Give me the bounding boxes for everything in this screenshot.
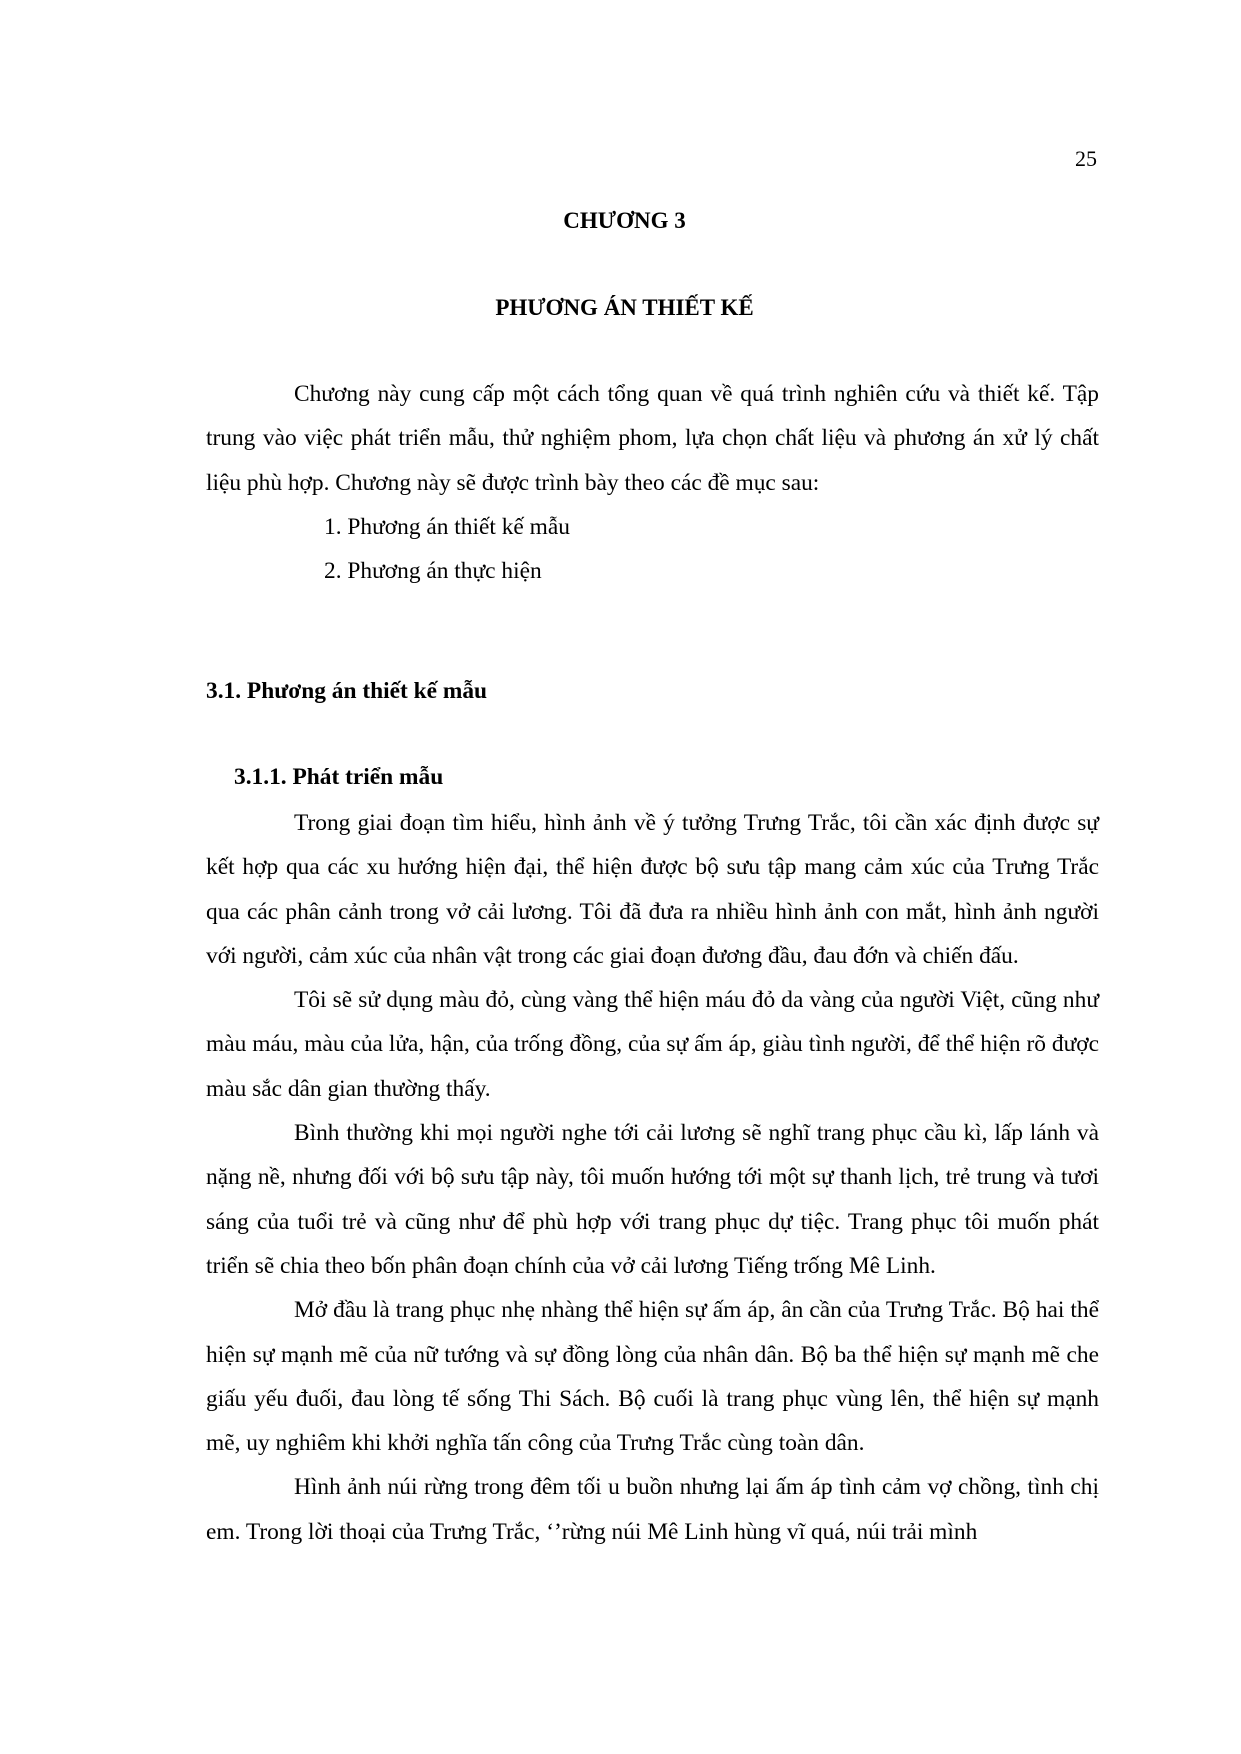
intro-block	[206, 372, 1099, 505]
list-item: 2. Phương án thực hiện	[324, 558, 542, 585]
body-paragraph: Bình thường khi mọi người nghe tới cải lương sẽ nghĩ trang phục cầu kì, lấp lánh và nặng nề, nhưng đối với bộ sưu tập này, tôi muốn hướng tới một sự thanh lịch, trẻ trung và tươi sáng của tuổi trẻ và cũng như để phù hợp với trang phục dự tiệc. Trang phục tôi muốn phát triển sẽ chia theo bốn phân đoạn chính của vở cải lương Tiếng trống Mê Linh.	[206, 1120, 1099, 1279]
section-body	[206, 801, 1099, 1554]
body-paragraph: Tôi sẽ sử dụng màu đỏ, cùng vàng thể hiện máu đỏ da vàng của người Việt, cũng như màu máu, màu của lửa, hận, của trống đồng, của sự ấm áp, giàu tình người, để thể hiện rõ được màu sắc dân gian thường thấy.	[206, 987, 1099, 1102]
list-item: 1. Phương án thiết kế mẫu	[324, 514, 570, 540]
page-number: 25	[1075, 146, 1097, 171]
subsection-heading: 3.1.1. Phát triển mẫu	[234, 764, 444, 790]
chapter-outline-list	[324, 505, 570, 594]
chapter-number: CHƯƠNG 3	[563, 208, 686, 233]
body-paragraph: Trong giai đoạn tìm hiểu, hình ảnh về ý tưởng Trưng Trắc, tôi cần xác định được sự kết hợp qua các xu hướng hiện đại, thể hiện được bộ sưu tập mang cảm xúc của Trưng Trắc qua các phân cảnh trong vở cải lương. Tôi đã đưa ra nhiều hình ảnh con mắt, hình ảnh người với người, cảm xúc của nhân vật trong các giai đoạn đương đầu, đau đớn và chiến đấu.	[206, 810, 1099, 969]
body-paragraph: Mở đầu là trang phục nhẹ nhàng thể hiện sự ấm áp, ân cần của Trưng Trắc. Bộ hai thể hiện sự mạnh mẽ của nữ tướng và sự đồng lòng của nhân dân. Bộ ba thể hiện sự mạnh mẽ che giấu yếu đuối, đau lòng tế sống Thi Sách. Bộ cuối là trang phục vùng lên, thể hiện sự mạnh mẽ, uy nghiêm khi khởi nghĩa tấn công của Trưng Trắc cùng toàn dân.	[206, 1297, 1099, 1457]
section-heading: 3.1. Phương án thiết kế mẫu	[206, 678, 488, 704]
intro-paragraph: Chương này cung cấp một cách tổng quan về quá trình nghiên cứu và thiết kế. Tập trung vào việc phát triển mẫu, thử nghiệm phom, lựa chọn chất liệu và phương án xử lý chất liệu phù hợp. Chương này sẽ được trình bày theo các đề mục sau:	[206, 381, 1099, 496]
chapter-title: PHƯƠNG ÁN THIẾT KẾ	[495, 295, 754, 320]
body-paragraph: Hình ảnh núi rừng trong đêm tối u buồn nhưng lại ấm áp tình cảm vợ chồng, tình chị em. Trong lời thoại của Trưng Trắc, ‘’rừng núi Mê Linh hùng vĩ quá, núi trải mình	[206, 1474, 1099, 1545]
